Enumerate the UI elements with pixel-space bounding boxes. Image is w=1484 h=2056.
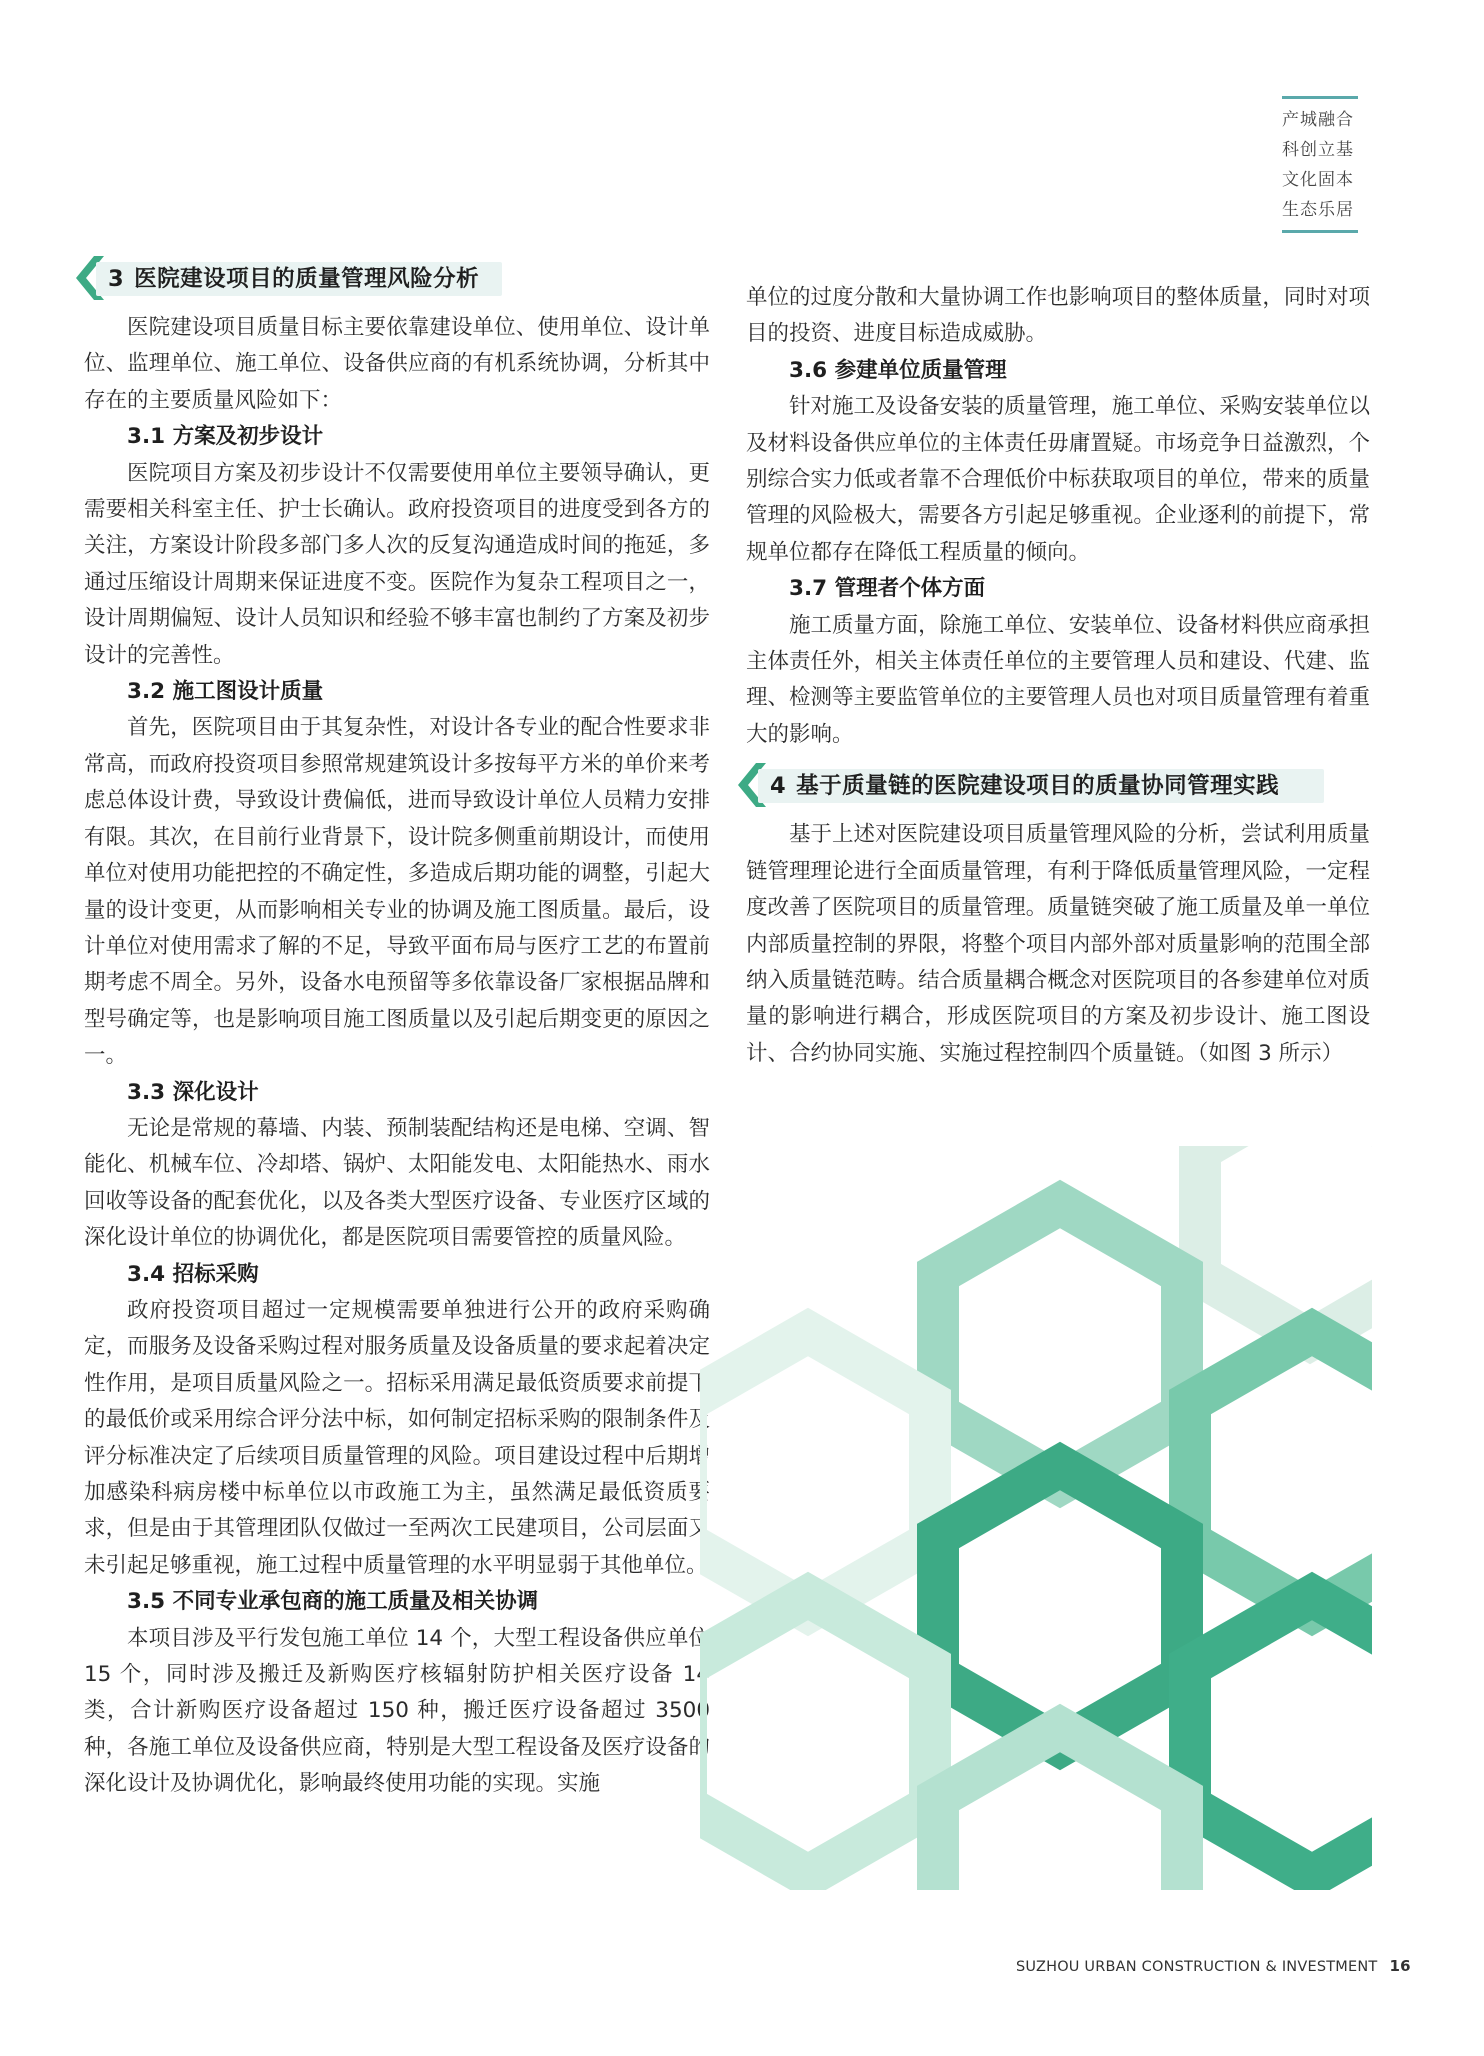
- section-title: 医院建设项目的质量管理风险分析: [134, 266, 480, 292]
- paragraph: 施工质量方面，除施工单位、安装单位、设备材料供应商承担主体责任外，相关主体责任单位的主要管理人员和建设、代建、监理、检测等主要监管单位的主要管理人员也对项目质量管理有着重大的影响。: [746, 612, 1370, 747]
- subsection-title: 3.1 方案及初步设计: [127, 424, 324, 450]
- section-number: 4: [770, 773, 787, 800]
- subsection-title: 3.3 深化设计: [127, 1079, 259, 1105]
- paragraph: 本项目涉及平行发包施工单位 14 个，大型工程设备供应单位 15 个，同时涉及搬迁及新购医疗核辐射防护相关医疗设备 14 类，合计新购医疗设备超过 150 种，搬迁医疗设备超过 3500 种，各施工单位及设备供应商，特别是大型工程设备及医疗设备的深化设计及协调优化，影响最终使用功能的实现。实施: [84, 1625, 710, 1797]
- side-tag: 科创立基: [1282, 140, 1354, 160]
- paragraph: 政府投资项目超过一定规模需要单独进行公开的政府采购确定，而服务及设备采购过程对服务质量及设备质量的要求起着决定性作用，是项目质量风险之一。招标采用满足最低资质要求前提下的最低价或采用综合评分法中标，如何制定招标采购的限制条件及评分标准决定了后续项目质量管理的风险。项目建设过程中后期增加感染科病房楼中标单位以市政施工为主，虽然满足最低资质要求，但是由于其管理团队仅做过一至两次工民建项目，公司层面又未引起足够重视，施工过程中质量管理的水平明显弱于其他单位。: [84, 1297, 710, 1578]
- hexagon-shape: [1190, 1332, 1372, 1612]
- subsection-title: 3.7 管理者个体方面: [789, 576, 986, 602]
- hexagon-shape: [700, 1596, 930, 1876]
- hexagon-shape: [1190, 1596, 1372, 1876]
- subsection-title: 3.2 施工图设计质量: [127, 679, 324, 705]
- paragraph: 首先，医院项目由于其复杂性，对设计各专业的配合性要求非常高，而政府投资项目参照常规建筑设计多按每平方米的单价来考虑总体设计费，导致设计费偏低，进而导致设计单位人员精力安排有限。其次，在目前行业背景下，设计院多侧重前期设计，而使用单位对使用功能把控的不确定性，多造成后期功能的调整，引起大量的设计变更，从而影响相关专业的协调及施工图质量。最后，设计单位对使用需求了解的不足，导致平面布局与医疗工艺的布置前期考虑不周全。另外，设备水电预留等多依靠设备厂家根据品牌和型号确定等，也是影响项目施工图质量以及引起后期变更的原因之一。: [84, 715, 710, 1069]
- side-tag: 产城融合: [1282, 110, 1354, 130]
- hexagon-shape: [700, 1332, 930, 1612]
- page-footer: [1016, 1957, 1411, 1975]
- subsection-title: 3.5 不同专业承包商的施工质量及相关协调: [127, 1589, 539, 1615]
- paragraph: 针对施工及设备安装的质量管理，施工单位、采购安装单位以及材料设备供应单位的主体责任毋庸置疑。市场竞争日益激烈，个别综合实力低或者靠不合理低价中标获取项目的单位，带来的质量管理的风险极大，需要各方引起足够重视。企业逐利的前提下，常规单位都存在降低工程质量的倾向。: [746, 394, 1370, 565]
- left-column: [84, 254, 710, 1803]
- section-3-heading: [84, 258, 502, 300]
- section-title: 基于质量链的医院建设项目的质量协同管理实践: [796, 773, 1280, 800]
- subsection-title: 3.6 参建单位质量管理: [789, 357, 1007, 383]
- side-tag: 文化固本: [1282, 170, 1354, 190]
- publication-name: SUZHOU URBAN CONSTRUCTION & INVESTMENT: [1016, 1959, 1378, 1975]
- paragraph: 基于上述对医院建设项目质量管理风险的分析，尝试利用质量链管理理论进行全面质量管理，有利于降低质量管理风险，一定程度改善了医院项目的质量管理。质量链突破了施工质量及单一单位内部质量控制的界限，将整个项目内部外部对质量影响的范围全部纳入质量链范畴。结合质量耦合概念对医院项目的各参建单位对质量的影响进行耦合，形成医院项目的方案及初步设计、施工图设计、合约协同实施、实施过程控制四个质量链。（如图 3 所示）: [746, 822, 1370, 1066]
- subsection-title: 3.4 招标采购: [127, 1261, 259, 1287]
- section-number: 3: [108, 266, 125, 292]
- hexagon-pattern-icon: [700, 1146, 1372, 1890]
- page-number: 16: [1389, 1957, 1411, 1975]
- side-tag-list: [1282, 96, 1358, 233]
- paragraph-continued: 单位的过度分散和大量协调工作也影响项目的整体质量，同时对项目的投资、进度目标造成威胁。: [746, 285, 1370, 347]
- section-4-heading: [746, 765, 1326, 807]
- section-3-intro: 医院建设项目质量目标主要依靠建设单位、使用单位、设计单位、监理单位、施工单位、设备供应商的有机系统协调，分析其中存在的主要质量风险如下：: [84, 315, 710, 413]
- side-tag: 生态乐居: [1282, 200, 1354, 220]
- paragraph: 无论是常规的幕墙、内装、预制装配结构还是电梯、空调、智能化、机械车位、冷却塔、锅炉、太阳能发电、太阳能热水、雨水回收等设备的配套优化，以及各类大型医疗设备、专业医疗区域的深化设计单位的协调优化，都是医院项目需要管控的质量风险。: [84, 1115, 710, 1251]
- hexagon-shape: [1200, 1146, 1372, 1340]
- right-column: [746, 280, 1370, 1072]
- paragraph: 医院项目方案及初步设计不仅需要使用单位主要领导确认，更需要相关科室主任、护士长确认。政府投资项目的进度受到各方的关注，方案设计阶段多部门多人次的反复沟通造成时间的拖延，多通过压缩设计周期来保证进度不变。医院作为复杂工程项目之一，设计周期偏短、设计人员知识和经验不够丰富也制约了方案及初步设计的完善性。: [84, 460, 710, 668]
